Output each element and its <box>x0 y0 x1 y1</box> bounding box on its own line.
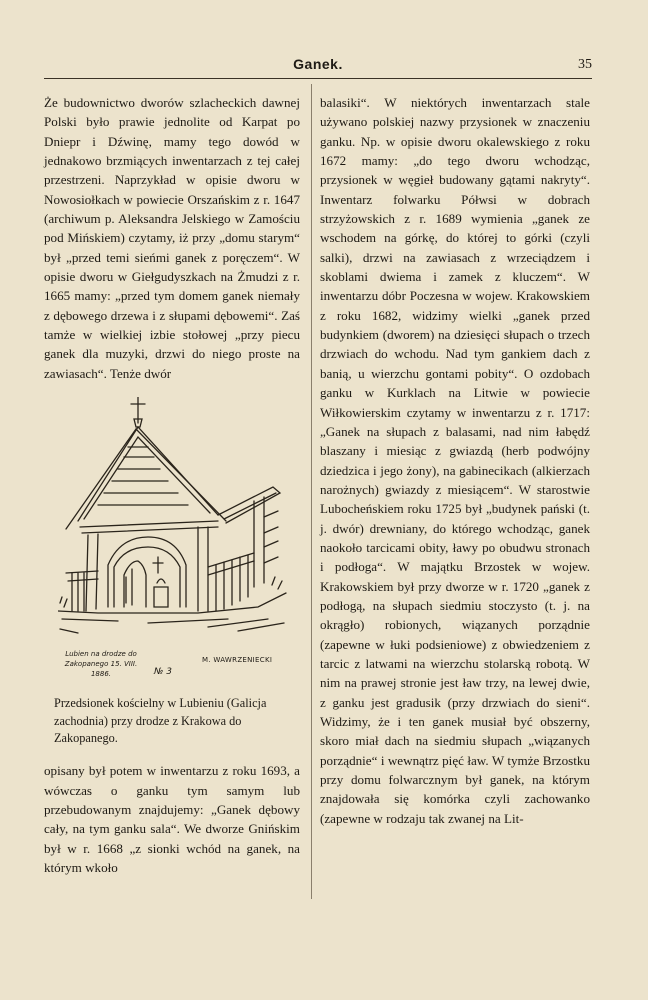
left-column <box>44 93 300 877</box>
paragraph: opisany był potem w inwentarzu z roku 1693, a wówczas o ganku tym samym lub przebudowanym znajdujemy: „Ganek dębowy cały, na tym ganku sala“. We dworze Gnińskim był w r. 1668 „z sionki wchód na ganek, na którym wkoło <box>44 763 300 875</box>
figure-sketch <box>44 397 300 749</box>
church-porch-sketch <box>58 397 288 645</box>
figure-inscription: Lubien na drodze do Zakopanego 15. VIII. 1886. <box>64 650 138 679</box>
column-divider <box>311 84 312 899</box>
paragraph: Że budownictwo dworów szlacheckich dawnej Polski było prawie jednolite od Karpat po Dniepr i Dźwinę, mamy tego dowód w jednakowo brzmiących inwentarzach z tej całej przestrzeni. Naprzykład w opisie dworu w Nowosiołkach w powiecie Orszańskim z r. 1647 (archiwum p. Aleksandra Jelskiego w Zamościu pod Mińskiem) czytamy, iż przy „domu starym“ był „przed temi sieńmi ganek z poręczem“. W opisie dworu w Giełgudyszkach na Żmudzi z r. 1665 mamy: „przed tym domem ganek niemały z dębowego drzewa i z słupami dębowemi“. Zaś tamże w wielkiej izbie stołowej „przy piecu ganek dla muzyki, drzwi do niego proste na zawiasach“. Tenże dwór <box>44 95 300 381</box>
figure-caption: Przedsionek kościelny w Lubieniu (Galicja zachodnia) przy drodze z Krakowa do Zakopanego. <box>54 696 267 746</box>
paragraph: balasiki“. W niektórych inwentarzach stale używano polskiej nazwy przysionek w znaczeniu ganku. Np. w opisie dworu okalewskiego z roku 1672 mamy: „do tego dworu wchodząc, przysionek w węgieł budowany gątami nakryty“. Inwentarz folwarku Półwsi w dobrach strzyżowskich z r. 1689 wymienia „ganek ze wschodem na górkę, do której to górki (czyli salki), drzwi na zawiasach z wrzeciądzem i skoblami dwiema i zamek z kluczem“. W inwentarzu dóbr Poczesna w wojew. Krakowskiem z roku 1682, widzimy wielki „ganek przed budynkiem (dworem) na dziesięci słupach o trzech drzwiach do wchodu. Nad tym gankiem dach z banią, u wierzchu gontami pobity“. O ozdobach ganku w Kurklach na Litwie w powiecie Wiłkowierskim czytamy w inwentarzu z r. 1717: „Ganek na słupach z balasami, nad nim łabędź blaszany i miesiąc z gwiazdą (herb podwójny dziedzica i jego żony), na gabinecikach (alkierzach narożnych) gwiazdy z miesiącem“. W starostwie Lubocheńskiem roku 1725 był „budynek pański (t. j. dwór) drewniany, do którego wchodząc, ganek naokoło tarcicami obity, ławy po obudwu stronach i podłoga“. W majątku Brzostek w wojew. Krakowskiem był przy dworze w r. 1720 „ganek z podłogą, na słupach siedmiu stoczysto (t. j. na okrągło) robionych, wiązanych porządnie (zapewne w łuki podsieniowe) z obwiedzeniem z tarcic z latwami na wierzchu stolarską robotą. W nim na prawej stronie jest ław trzy, na lewej dwie, z ganku jest gradusik (przy drzwiach do sieni“. Widzimy, że i ten ganek musiał być obszerny, skoro miał dach na siedmiu słupach „wiązanych porządnie“ i wewnątrz pięć ław. W tymże Brzostku przy domu folwarcznym był ganek, na którym znajdowała się komórka czyli zachowanko (zapewne w rodzaju tak zwanej na Lit- <box>320 95 590 826</box>
page-header <box>44 56 592 78</box>
figure-signature: M. WAWRZENIECKI <box>202 656 273 665</box>
running-title: Ganek. <box>293 56 343 72</box>
figure-number: № 3 <box>154 667 172 678</box>
header-rule <box>44 78 592 79</box>
right-column <box>320 93 590 828</box>
page-number: 35 <box>578 57 592 72</box>
